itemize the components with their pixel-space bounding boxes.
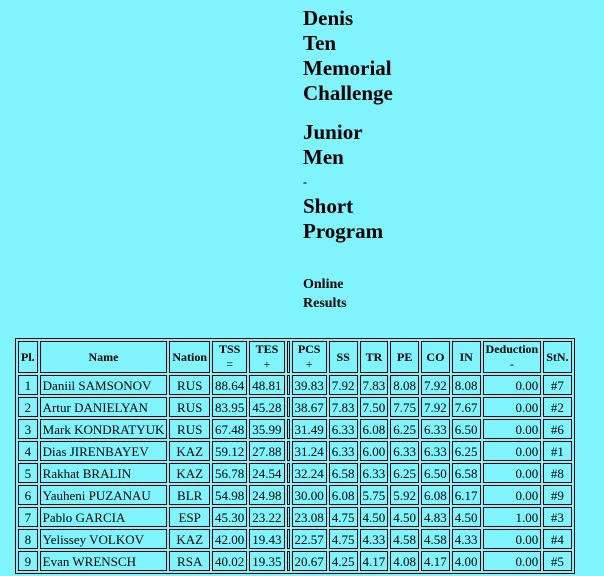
header-tr: TR [360, 341, 389, 373]
co-cell: 4.17 [421, 551, 450, 571]
skater-name-link[interactable]: Mark KONDRATYUK [40, 419, 168, 439]
co-cell: 6.50 [421, 463, 450, 483]
pe-cell: 4.08 [390, 551, 419, 571]
deduction-cell: 0.00 [483, 375, 542, 395]
tr-cell: 7.50 [360, 397, 389, 417]
segment-line: Program [303, 219, 384, 243]
start-number-cell: #5 [543, 551, 571, 571]
nation-cell: RSA [169, 551, 210, 571]
header-ss: SS [329, 341, 358, 373]
deduction-cell: 0.00 [483, 441, 542, 461]
header-pe: PE [390, 341, 419, 373]
nation-cell: RUS [169, 375, 210, 395]
pcs-cell: 32.24 [292, 463, 327, 483]
tes-cell: 23.22 [249, 507, 284, 527]
tes-cell: 24.98 [249, 485, 284, 505]
heading-dash: - [303, 175, 307, 189]
tss-cell: 40.02 [212, 551, 247, 571]
place-cell: 3 [18, 419, 38, 439]
segment-line: Short [303, 194, 354, 218]
tes-cell: 27.88 [249, 441, 284, 461]
pe-cell: 8.08 [390, 375, 419, 395]
tr-cell: 6.08 [360, 419, 389, 439]
place-cell: 2 [18, 397, 38, 417]
in-cell: 4.50 [452, 507, 481, 527]
in-cell: 4.00 [452, 551, 481, 571]
ss-cell: 4.25 [329, 551, 358, 571]
event-title-line: Ten [303, 31, 337, 55]
tr-cell: 6.00 [360, 441, 389, 461]
nation-cell: BLR [169, 485, 210, 505]
online-results-line: Results [303, 296, 347, 311]
skater-name-link[interactable]: Pablo GARCIA [40, 507, 168, 527]
place-cell: 1 [18, 375, 38, 395]
column-separator [287, 463, 290, 483]
tes-cell: 45.28 [249, 397, 284, 417]
header-start-number: StN. [543, 341, 571, 373]
header-deduction-sub: - [509, 357, 514, 371]
start-number-cell: #3 [543, 507, 571, 527]
table-row [18, 441, 572, 461]
event-title-line: Memorial [303, 56, 392, 80]
in-cell: 4.33 [452, 529, 481, 549]
table-header-row [18, 341, 572, 373]
skater-name-link[interactable]: Yelissey VOLKOV [40, 529, 168, 549]
column-separator [287, 551, 290, 571]
table-row [18, 485, 572, 505]
tss-cell: 59.12 [212, 441, 247, 461]
event-title-line: Denis [303, 6, 354, 30]
header-pcs-sub: + [305, 357, 313, 371]
pcs-cell: 39.83 [292, 375, 327, 395]
pcs-cell: 22.57 [292, 529, 327, 549]
place-cell: 4 [18, 441, 38, 461]
nation-cell: KAZ [169, 463, 210, 483]
header-tes-label: TES [255, 342, 279, 356]
in-cell: 8.08 [452, 375, 481, 395]
skater-name-link[interactable]: Artur DANIELYAN [40, 397, 168, 417]
tr-cell: 4.33 [360, 529, 389, 549]
header-tss-sub: = [226, 357, 234, 371]
pcs-cell: 20.67 [292, 551, 327, 571]
pe-cell: 6.33 [390, 441, 419, 461]
header-name: Name [40, 341, 168, 373]
table-row [18, 419, 572, 439]
pe-cell: 6.25 [390, 463, 419, 483]
pe-cell: 6.25 [390, 419, 419, 439]
tes-cell: 48.81 [249, 375, 284, 395]
co-cell: 7.92 [421, 375, 450, 395]
column-separator [287, 441, 290, 461]
ss-cell: 6.08 [329, 485, 358, 505]
tr-cell: 6.33 [360, 463, 389, 483]
table-row [18, 463, 572, 483]
pcs-cell: 38.67 [292, 397, 327, 417]
tes-cell: 35.99 [249, 419, 284, 439]
pcs-cell: 31.49 [292, 419, 327, 439]
ss-cell: 4.75 [329, 529, 358, 549]
header-tes-sub: + [263, 357, 271, 371]
tr-cell: 4.17 [360, 551, 389, 571]
table-row [18, 529, 572, 549]
column-separator [287, 397, 290, 417]
place-cell: 6 [18, 485, 38, 505]
start-number-cell: #2 [543, 397, 571, 417]
ss-cell: 7.83 [329, 397, 358, 417]
header-co: CO [421, 341, 450, 373]
results-body [18, 375, 572, 571]
in-cell: 6.17 [452, 485, 481, 505]
co-cell: 4.83 [421, 507, 450, 527]
header-pcs-label: PCS [297, 342, 321, 356]
start-number-cell: #8 [543, 463, 571, 483]
header-in: IN [452, 341, 481, 373]
table-row [18, 551, 572, 571]
place-cell: 8 [18, 529, 38, 549]
ss-cell: 6.58 [329, 463, 358, 483]
column-separator [287, 529, 290, 549]
place-cell: 9 [18, 551, 38, 571]
column-separator [287, 507, 290, 527]
nation-cell: KAZ [169, 441, 210, 461]
tss-cell: 88.64 [212, 375, 247, 395]
tes-cell: 19.43 [249, 529, 284, 549]
in-cell: 6.25 [452, 441, 481, 461]
co-cell: 6.08 [421, 485, 450, 505]
table-row [18, 375, 572, 395]
start-number-cell: #7 [543, 375, 571, 395]
deduction-cell: 1.00 [483, 507, 542, 527]
tss-cell: 42.00 [212, 529, 247, 549]
header-tes [249, 341, 284, 373]
pe-cell: 7.75 [390, 397, 419, 417]
deduction-cell: 0.00 [483, 397, 542, 417]
column-separator [287, 375, 290, 395]
ss-cell: 4.75 [329, 507, 358, 527]
deduction-cell: 0.00 [483, 419, 542, 439]
tr-cell: 5.75 [360, 485, 389, 505]
skater-name-link[interactable]: Evan WRENSCH [40, 551, 168, 571]
deduction-cell: 0.00 [483, 551, 542, 571]
skater-name-link[interactable]: Yauheni PUZANAU [40, 485, 168, 505]
tss-cell: 54.98 [212, 485, 247, 505]
place-cell: 7 [18, 507, 38, 527]
deduction-cell: 0.00 [483, 463, 542, 483]
deduction-cell: 0.00 [483, 485, 542, 505]
in-cell: 6.50 [452, 419, 481, 439]
table-row [18, 397, 572, 417]
skater-name-link[interactable]: Rakhat BRALIN [40, 463, 168, 483]
in-cell: 6.58 [452, 463, 481, 483]
ss-cell: 6.33 [329, 441, 358, 461]
co-cell: 4.58 [421, 529, 450, 549]
tr-cell: 4.50 [360, 507, 389, 527]
nation-cell: RUS [169, 397, 210, 417]
co-cell: 6.33 [421, 419, 450, 439]
category-line: Men [303, 145, 344, 169]
table-row [18, 507, 572, 527]
skater-name-link[interactable]: Dias JIRENBAYEV [40, 441, 168, 461]
header-deduction-label: Deduction [485, 342, 539, 356]
column-separator [287, 341, 290, 373]
online-results-line: Online [303, 277, 344, 292]
results-table [15, 338, 575, 574]
pcs-cell: 30.00 [292, 485, 327, 505]
header-tss-label: TSS [218, 342, 241, 356]
pe-cell: 4.58 [390, 529, 419, 549]
column-separator [287, 419, 290, 439]
co-cell: 7.92 [421, 397, 450, 417]
pcs-cell: 23.08 [292, 507, 327, 527]
ss-cell: 7.92 [329, 375, 358, 395]
column-separator [287, 485, 290, 505]
pcs-cell: 31.24 [292, 441, 327, 461]
nation-cell: RUS [169, 419, 210, 439]
start-number-cell: #4 [543, 529, 571, 549]
skater-name-link[interactable]: Daniil SAMSONOV [40, 375, 168, 395]
place-cell: 5 [18, 463, 38, 483]
start-number-cell: #1 [543, 441, 571, 461]
nation-cell: ESP [169, 507, 210, 527]
header-place: Pl. [18, 341, 38, 373]
tss-cell: 56.78 [212, 463, 247, 483]
pe-cell: 4.50 [390, 507, 419, 527]
category-line: Junior [303, 120, 363, 144]
tss-cell: 67.48 [212, 419, 247, 439]
tss-cell: 45.30 [212, 507, 247, 527]
header-deduction [483, 341, 542, 373]
header-tss [212, 341, 247, 373]
co-cell: 6.33 [421, 441, 450, 461]
start-number-cell: #6 [543, 419, 571, 439]
start-number-cell: #9 [543, 485, 571, 505]
tr-cell: 7.83 [360, 375, 389, 395]
nation-cell: KAZ [169, 529, 210, 549]
page-heading [303, 6, 393, 313]
tes-cell: 24.54 [249, 463, 284, 483]
ss-cell: 6.33 [329, 419, 358, 439]
deduction-cell: 0.00 [483, 529, 542, 549]
header-pcs [292, 341, 327, 373]
pe-cell: 5.92 [390, 485, 419, 505]
tes-cell: 19.35 [249, 551, 284, 571]
header-nation: Nation [169, 341, 210, 373]
tss-cell: 83.95 [212, 397, 247, 417]
event-title-line: Challenge [303, 81, 393, 105]
in-cell: 7.67 [452, 397, 481, 417]
